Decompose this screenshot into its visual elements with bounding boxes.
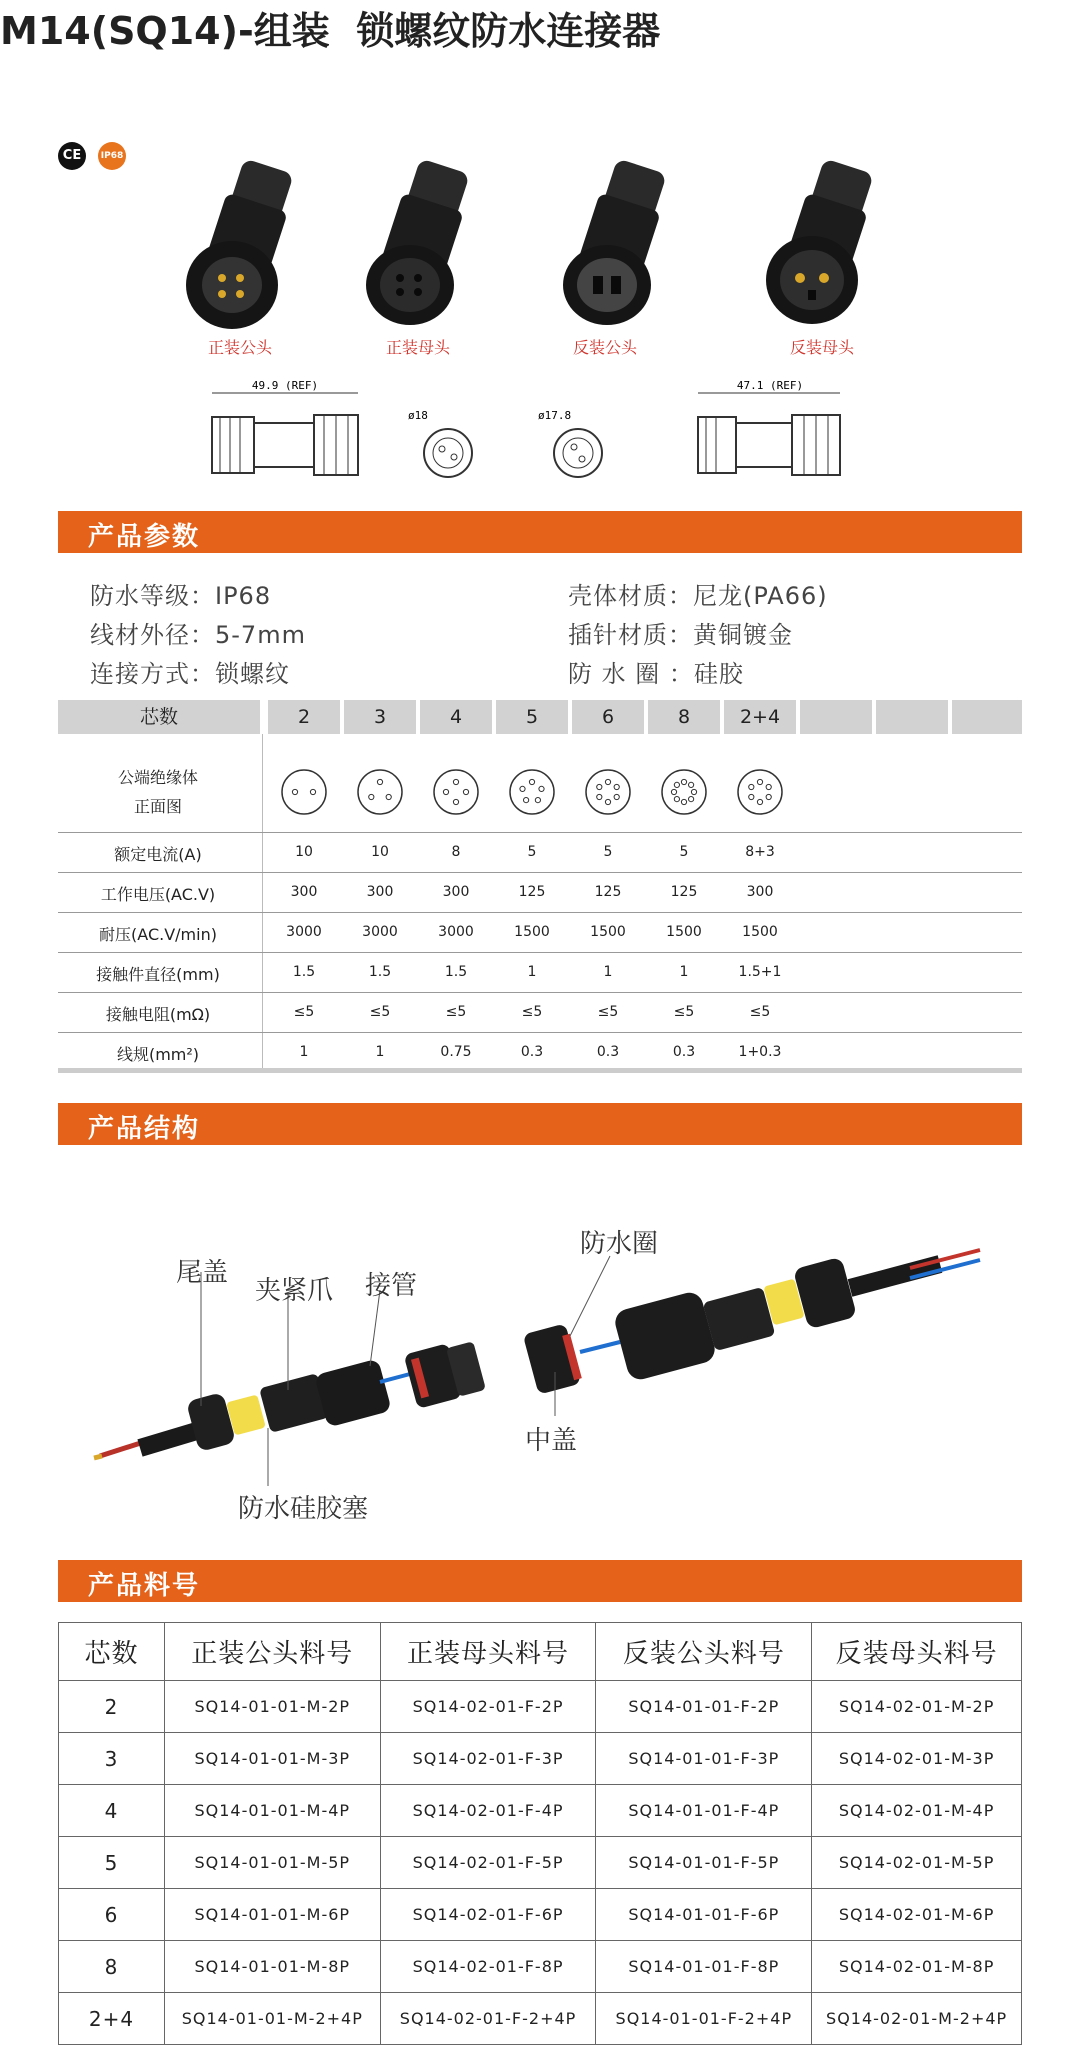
table-row [59, 1993, 1022, 2045]
label-tail-cap: 尾盖 [176, 1258, 229, 1288]
section-bar-parts [58, 1560, 1022, 1602]
pin-hole [614, 794, 619, 799]
parts-core-cell: 3 [59, 1733, 165, 1785]
param-cable-diameter: 线材外径：5-7mm [90, 621, 306, 649]
parts-code-cell: SQ14-01-01-F-4P [596, 1785, 812, 1837]
parts-code-cell: SQ14-02-01-M-2P [812, 1681, 1022, 1733]
pin-hole [539, 786, 544, 791]
parts-code-cell: SQ14-01-01-F-6P [596, 1889, 812, 1941]
pin-hole [749, 794, 754, 799]
spec-cell: 1.5 [368, 964, 392, 980]
pin-hole [386, 794, 391, 799]
parts-core-cell: 5 [59, 1837, 165, 1889]
param-connection: 连接方式：锁螺纹 [90, 660, 290, 688]
insulator-face-2 [282, 770, 326, 814]
spec-cell: 125 [670, 884, 698, 900]
spec-header-cores: 芯数 [58, 700, 260, 734]
spec-cell: 0.75 [440, 1044, 472, 1060]
parts-core-cell: 6 [59, 1889, 165, 1941]
spec-cell: 1500 [666, 924, 702, 940]
ip68-badge-icon: IP68 [98, 142, 126, 170]
spec-header-core: 3 [344, 700, 416, 734]
parts-code-cell: SQ14-01-01-F-3P [596, 1733, 812, 1785]
spec-cell: 8 [451, 844, 461, 860]
parts-core-cell: 2 [59, 1681, 165, 1733]
spec-cell: 5 [679, 844, 689, 860]
pin-hole [535, 798, 540, 803]
parts-code-cell: SQ14-01-01-F-2P [596, 1681, 812, 1733]
pin-hole [605, 779, 610, 784]
drawing-left-connector [190, 375, 370, 495]
spec-cell: 1 [299, 1044, 309, 1060]
pin-hole [524, 798, 529, 803]
pin-hole [614, 784, 619, 789]
spec-face-label: 公端绝缘体 正面图 [117, 768, 198, 816]
parts-header-cell: 正装公头料号 [164, 1623, 380, 1681]
spec-header-core: 6 [572, 700, 644, 734]
spec-cell: 10 [295, 844, 313, 860]
parts-header-cell: 芯数 [59, 1623, 165, 1681]
spec-cell: 0.3 [520, 1044, 544, 1060]
pin-hole [453, 779, 458, 784]
pin-hole [292, 789, 297, 794]
reverse-female-connector-image [752, 160, 892, 345]
parts-code-cell: SQ14-02-01-F-8P [380, 1941, 596, 1993]
caption-reverse-female: 反装母头 [789, 338, 854, 357]
parts-code-cell: SQ14-02-01-M-3P [812, 1733, 1022, 1785]
section-bar-params [58, 511, 1022, 553]
spec-cell: 1 [375, 1044, 385, 1060]
param-housing: 壳体材质：尼龙(PA66) [568, 582, 828, 610]
pin-hole [605, 799, 610, 804]
pin-hole [689, 797, 694, 802]
parts-code-cell: SQ14-01-01-M-4P [164, 1785, 380, 1837]
pin-hole [757, 779, 762, 784]
label-seal-ring: 防水圈 [580, 1229, 659, 1259]
pin-hole [671, 789, 676, 794]
parts-core-cell: 2+4 [59, 1993, 165, 2045]
pin-hole [377, 779, 382, 784]
section-title-parts: 产品料号 [88, 1571, 201, 1601]
spec-cell: ≤5 [445, 1004, 467, 1020]
spec-cell: 8+3 [745, 844, 775, 860]
pin-hole [597, 784, 602, 789]
spec-row-label: 接触件直径(mm) [96, 965, 220, 984]
table-row [59, 1733, 1022, 1785]
parts-code-cell: SQ14-02-01-M-8P [812, 1941, 1022, 1993]
dim-left: 49.9 (REF) [251, 379, 319, 392]
spec-cell: ≤5 [521, 1004, 543, 1020]
spec-cell: 1.5 [444, 964, 468, 980]
parts-header-cell: 反装母头料号 [812, 1623, 1022, 1681]
spec-row-label: 额定电流(A) [114, 845, 202, 864]
spec-cell: 1.5+1 [738, 964, 782, 980]
parts-code-cell: SQ14-02-01-F-2P [380, 1681, 596, 1733]
spec-cell: ≤5 [673, 1004, 695, 1020]
parts-code-cell: SQ14-01-01-F-5P [596, 1837, 812, 1889]
spec-header-empty [952, 700, 1022, 734]
parts-code-cell: SQ14-01-01-F-8P [596, 1941, 812, 1993]
section-title-params: 产品参数 [88, 522, 201, 552]
page-title: M14(SQ14)-组装 锁螺纹防水连接器 [0, 9, 661, 53]
spec-cell: 1500 [590, 924, 626, 940]
spec-header-core: 8 [648, 700, 720, 734]
insulator-face-4 [434, 770, 478, 814]
caption-reverse-male: 反装公头 [572, 338, 637, 357]
parts-table [58, 1622, 1022, 2045]
parts-code-cell: SQ14-01-01-M-6P [164, 1889, 380, 1941]
pin-hole [453, 799, 458, 804]
insulator-face-diagrams [264, 760, 804, 824]
pin-hole [310, 789, 315, 794]
pin-hole [757, 799, 762, 804]
insulator-face-5 [510, 770, 554, 814]
pin-hole [749, 784, 754, 789]
spec-cell: 300 [442, 884, 470, 900]
parts-code-cell: SQ14-02-01-M-4P [812, 1785, 1022, 1837]
dim-d1: ø18 [408, 409, 428, 422]
label-silicone-plug: 防水硅胶塞 [238, 1494, 369, 1524]
spec-cell: 1 [527, 964, 537, 980]
parts-core-cell: 4 [59, 1785, 165, 1837]
insulator-face-3 [358, 770, 402, 814]
pin-hole [674, 797, 679, 802]
drawing-face-2 [530, 405, 620, 485]
param-pin: 插针材质：黄铜镀金 [568, 621, 793, 649]
parts-code-cell: SQ14-02-01-F-5P [380, 1837, 596, 1889]
parts-core-cell: 8 [59, 1941, 165, 1993]
spec-cell: 300 [290, 884, 318, 900]
spec-cell: 0.3 [672, 1044, 696, 1060]
spec-cell: 3000 [362, 924, 398, 940]
param-waterproof: 防水等级：IP68 [90, 582, 272, 610]
parts-code-cell: SQ14-01-01-M-3P [164, 1733, 380, 1785]
parts-code-cell: SQ14-01-01-F-2+4P [596, 1993, 812, 2045]
parts-header-cell: 反装公头料号 [596, 1623, 812, 1681]
spec-row-label: 工作电压(AC.V) [100, 885, 216, 904]
spec-cell: 1+0.3 [738, 1044, 782, 1060]
label-clamp: 夹紧爪 [255, 1276, 334, 1306]
label-middle-cap: 中盖 [525, 1426, 578, 1456]
table-row [59, 1837, 1022, 1889]
reverse-male-connector-image [545, 160, 685, 345]
spec-header-core: 4 [420, 700, 492, 734]
parts-header-cell: 正装母头料号 [380, 1623, 596, 1681]
parts-header-row [59, 1623, 1022, 1681]
spec-cell: 300 [366, 884, 394, 900]
table-row [59, 1941, 1022, 1993]
parts-code-cell: SQ14-01-01-M-5P [164, 1837, 380, 1889]
parts-code-cell: SQ14-01-01-M-2P [164, 1681, 380, 1733]
insulator-face-8 [662, 770, 706, 814]
spec-cell: 1 [679, 964, 689, 980]
parts-code-cell: SQ14-02-01-F-2+4P [380, 1993, 596, 2045]
parts-code-cell: SQ14-02-01-F-4P [380, 1785, 596, 1837]
pin-hole [529, 779, 534, 784]
spec-cell: 5 [603, 844, 613, 860]
spec-row-label: 线规(mm²) [116, 1045, 200, 1064]
ce-mark-icon: CE [58, 142, 86, 170]
dim-d2: ø17.8 [538, 409, 572, 422]
parts-code-cell: SQ14-02-01-M-5P [812, 1837, 1022, 1889]
parts-code-cell: SQ14-02-01-F-3P [380, 1733, 596, 1785]
spec-cell: 1500 [514, 924, 550, 940]
spec-cell: 5 [527, 844, 537, 860]
pin-hole [369, 794, 374, 799]
pin-hole [681, 799, 686, 804]
spec-cell: ≤5 [749, 1004, 771, 1020]
section-title-structure: 产品结构 [88, 1114, 201, 1144]
spec-row-label: 接触电阻(mΩ) [105, 1005, 211, 1024]
spec-cell: 1.5 [292, 964, 316, 980]
pin-hole [691, 789, 696, 794]
drawing-right-connector [690, 375, 850, 495]
spec-cell: 300 [746, 884, 774, 900]
spec-cell: 125 [594, 884, 622, 900]
caption-female: 正装母头 [385, 338, 450, 357]
spec-cell: ≤5 [597, 1004, 619, 1020]
spec-cell: 3000 [438, 924, 474, 940]
spec-cell: ≤5 [293, 1004, 315, 1020]
pin-hole [520, 786, 525, 791]
spec-cell: 1500 [742, 924, 778, 940]
spec-cell: 1 [603, 964, 613, 980]
table-row [59, 1681, 1022, 1733]
spec-cell: ≤5 [369, 1004, 391, 1020]
spec-cell: 10 [371, 844, 389, 860]
spec-header-core: 5 [496, 700, 568, 734]
section-bar-structure [58, 1103, 1022, 1145]
insulator-face-2+4 [738, 770, 782, 814]
parts-code-cell: SQ14-02-01-M-6P [812, 1889, 1022, 1941]
spec-header-core: 2 [268, 700, 340, 734]
parts-code-cell: SQ14-01-01-M-8P [164, 1941, 380, 1993]
param-seal: 防 水 圈 ：硅胶 [568, 660, 744, 688]
spec-cell: 125 [518, 884, 546, 900]
pin-hole [681, 779, 686, 784]
pin-hole [597, 794, 602, 799]
caption-male: 正装公头 [207, 338, 272, 357]
spec-cell: 0.3 [596, 1044, 620, 1060]
table-row [59, 1785, 1022, 1837]
pin-hole [443, 789, 448, 794]
male-connector-image [172, 160, 312, 345]
drawing-face-1 [400, 405, 490, 485]
table-row [59, 1889, 1022, 1941]
parts-code-cell: SQ14-02-01-M-2+4P [812, 1993, 1022, 2045]
parts-code-cell: SQ14-02-01-F-6P [380, 1889, 596, 1941]
label-pipe: 接管 [365, 1271, 418, 1301]
insulator-face-6 [586, 770, 630, 814]
pin-hole [463, 789, 468, 794]
pin-hole [766, 784, 771, 789]
spec-row-label: 耐压(AC.V/min) [99, 925, 217, 944]
parts-code-cell: SQ14-01-01-M-2+4P [164, 1993, 380, 2045]
pin-hole [674, 782, 679, 787]
dim-right: 47.1 (REF) [736, 379, 804, 392]
spec-header-core: 2+4 [724, 700, 796, 734]
pin-hole [689, 782, 694, 787]
pin-hole [766, 794, 771, 799]
spec-header-empty [876, 700, 948, 734]
spec-cell: 3000 [286, 924, 322, 940]
spec-header-empty [800, 700, 872, 734]
female-connector-image [348, 160, 488, 345]
